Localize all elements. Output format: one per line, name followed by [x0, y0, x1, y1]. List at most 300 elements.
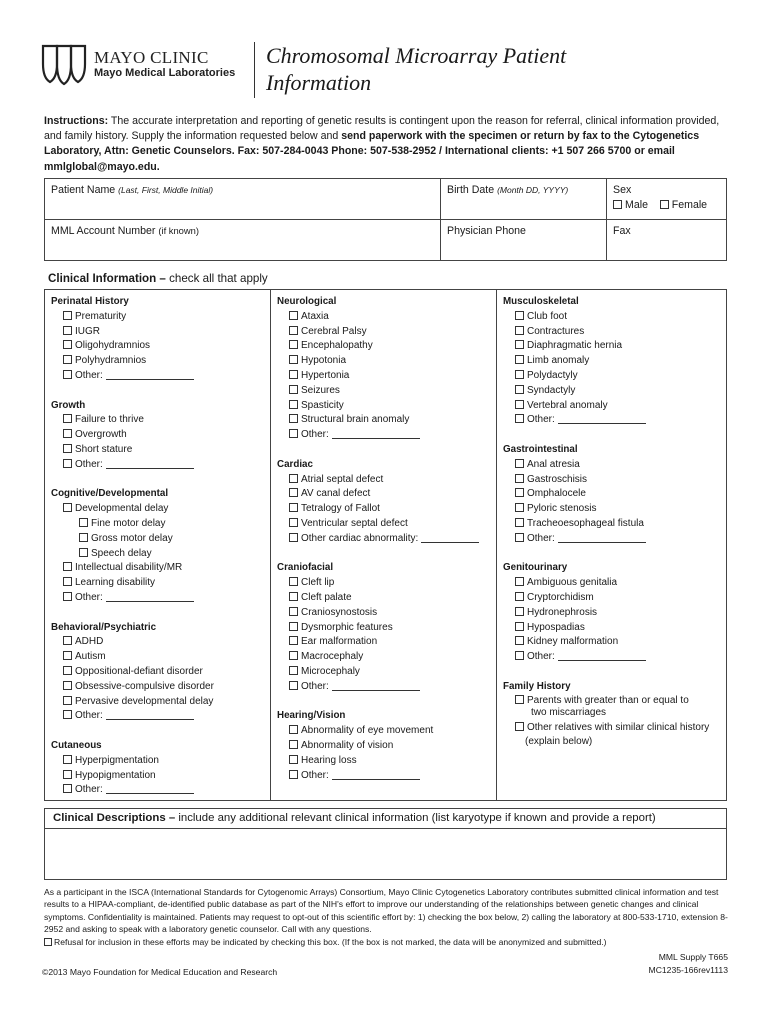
section-title: Gastrointestinal	[503, 443, 578, 455]
checkbox-label: Vertebral anomaly	[527, 399, 608, 411]
checkbox-item[interactable]	[277, 635, 490, 650]
other-item[interactable]	[503, 413, 720, 428]
checkbox-item[interactable]	[51, 443, 264, 458]
checkbox-label: Oppositional-defiant disorder	[75, 665, 203, 677]
other-label: Other:	[527, 414, 555, 426]
checkbox-item[interactable]	[51, 635, 264, 650]
checkbox-item[interactable]	[503, 635, 720, 650]
checkbox-item[interactable]	[51, 310, 264, 325]
header-divider	[254, 42, 255, 98]
clinical-column-1	[45, 290, 271, 800]
checkbox-item[interactable]	[503, 721, 720, 736]
other-blank-line[interactable]	[558, 414, 646, 424]
checkbox-label: Dysmorphic features	[301, 621, 393, 633]
patient-info-table	[44, 178, 727, 261]
patient-row-2	[45, 220, 726, 260]
checkbox-item[interactable]	[277, 724, 490, 739]
checkbox[interactable]	[289, 311, 298, 320]
checkbox[interactable]	[79, 518, 88, 527]
checkbox-item[interactable]	[51, 769, 264, 784]
checkbox[interactable]	[289, 533, 298, 542]
checkbox[interactable]	[289, 414, 298, 423]
other-label: Other:	[75, 369, 103, 381]
checkbox-label: Craniosynostosis	[301, 606, 378, 618]
checkbox-label: Encephalopathy	[301, 340, 373, 352]
checkbox[interactable]	[79, 533, 88, 542]
section-title: Hearing/Vision	[277, 710, 346, 722]
checkbox-item[interactable]	[277, 310, 490, 325]
other-blank-line[interactable]	[421, 533, 479, 543]
checkbox-item[interactable]	[51, 339, 264, 354]
checkbox[interactable]	[289, 770, 298, 779]
other-item[interactable]	[51, 369, 264, 384]
title-line-2: Information	[266, 70, 372, 95]
checkbox[interactable]	[515, 370, 524, 379]
checkbox[interactable]	[63, 710, 72, 719]
checkbox-label: Tracheoesophageal fistula	[527, 517, 644, 529]
section-title: Family History	[503, 680, 571, 692]
checkbox[interactable]	[63, 636, 72, 645]
fax-field[interactable]	[607, 220, 726, 260]
other-blank-line[interactable]	[106, 370, 194, 380]
checkbox-label: Abnormality of vision	[301, 739, 394, 751]
other-blank-line[interactable]	[106, 710, 194, 720]
checkbox-item[interactable]	[277, 473, 490, 488]
checkbox[interactable]	[63, 370, 72, 379]
checkbox-label: Overgrowth	[75, 429, 127, 441]
checkbox-item[interactable]	[51, 502, 264, 517]
checkbox-label-continued: two miscarriages	[531, 706, 607, 718]
checkbox-label: Ambiguous genitalia	[527, 577, 618, 589]
checkbox[interactable]	[515, 695, 524, 704]
checkbox-label: Hypospadias	[527, 621, 585, 633]
checkbox-label: Tetralogy of Fallot	[301, 503, 380, 515]
checkbox-item[interactable]	[277, 591, 490, 606]
section-title: Cognitive/Developmental	[51, 488, 169, 500]
mayo-shield-icon	[40, 42, 88, 86]
female-label: Female	[671, 199, 708, 211]
checkbox-label: Abnormality of eye movement	[301, 725, 434, 737]
checkbox-label: Developmental delay	[75, 503, 169, 515]
checkbox[interactable]	[515, 518, 524, 527]
instructions-bold-text: send paperwork with the specimen or return by fax to the Cytogenetics Laboratory, Attn: Genetic Counselors. Fax: 507-284-0043 Phone: 507-538-2952 / International clients: +1 507 266 5700 or email mmlglobal@mayo.edu.	[44, 130, 700, 173]
supply-code: MML Supply T665	[658, 952, 728, 962]
other-item[interactable]	[503, 532, 720, 547]
male-label: Male	[625, 199, 648, 211]
checkbox-item[interactable]	[277, 325, 490, 340]
clinical-column-3	[497, 290, 726, 800]
checkbox-item[interactable]	[277, 413, 490, 428]
checkbox-label: Hydronephrosis	[527, 606, 598, 618]
checkbox-label: Gross motor delay	[91, 532, 173, 544]
checkbox[interactable]	[289, 400, 298, 409]
title-line-1: Chromosomal Microarray Patient	[266, 43, 567, 68]
checkbox-item[interactable]	[503, 576, 720, 591]
isca-consent-text	[44, 886, 734, 948]
checkbox[interactable]	[515, 636, 524, 645]
checkbox[interactable]	[63, 666, 72, 675]
checkbox-label: Seizures	[301, 384, 340, 396]
checkbox-label: Ventricular septal defect	[301, 517, 408, 529]
checkbox-label: Hypertonia	[301, 369, 350, 381]
checkbox[interactable]	[515, 607, 524, 616]
checkbox[interactable]	[289, 385, 298, 394]
checkbox-item[interactable]	[51, 695, 264, 710]
checkbox[interactable]	[63, 459, 72, 468]
checkbox-item[interactable]	[277, 487, 490, 502]
sex-label: Sex	[613, 184, 632, 196]
other-item[interactable]	[51, 709, 264, 724]
checkbox-label: Hyperpigmentation	[75, 754, 159, 766]
birth-date-hint: (Month DD, YYYY)	[497, 185, 569, 195]
checkbox-label: Cerebral Palsy	[301, 325, 367, 337]
checkbox-label: Cleft palate	[301, 591, 352, 603]
section-title: Growth	[51, 399, 86, 411]
other-blank-line[interactable]	[558, 533, 646, 543]
checkbox-label: Ear malformation	[301, 636, 378, 648]
checkbox[interactable]	[515, 340, 524, 349]
checkbox-label: Other relatives with similar clinical history	[527, 721, 710, 733]
checkbox[interactable]	[515, 488, 524, 497]
checkbox-label: Polyhydramnios	[75, 355, 147, 367]
instructions-text: The accurate interpretation and reporting of genetic results is contingent upon the reason for referral, clinical information provided, and family history. Supply the information requested below and	[44, 115, 720, 143]
checkbox[interactable]	[289, 518, 298, 527]
other-label: Other:	[75, 710, 103, 722]
other-label: Other:	[527, 532, 555, 544]
checkbox[interactable]	[63, 429, 72, 438]
checkbox[interactable]	[63, 340, 72, 349]
other-item[interactable]	[277, 532, 490, 547]
birth-date-label: Birth Date	[447, 184, 495, 196]
account-number-field[interactable]	[45, 220, 441, 260]
logo-name: MAYO CLINIC	[94, 48, 209, 67]
checkbox[interactable]	[289, 577, 298, 586]
female-checkbox[interactable]	[660, 200, 669, 209]
checkbox[interactable]	[289, 488, 298, 497]
checkbox[interactable]	[63, 696, 72, 705]
checkbox-item[interactable]	[51, 413, 264, 428]
checkbox[interactable]	[63, 592, 72, 601]
checkbox[interactable]	[63, 326, 72, 335]
checkbox-item[interactable]	[503, 339, 720, 354]
form-code: MC1235-166rev1113	[648, 965, 728, 975]
explain-note: (explain below)	[525, 736, 593, 748]
checkbox-label: ADHD	[75, 636, 104, 648]
checkbox[interactable]	[515, 326, 524, 335]
checkbox-item[interactable]	[277, 502, 490, 517]
isca-paragraph: As a participant in the ISCA (International Standards for Cytogenomic Arrays) Consortium, Mayo Clinic Cytogenetics Laboratory contributes submitted clinical information and test results to a HIPAA-compliant, de-identified public database as part of the NIH's effort to improve our understanding of the relationships between genetic changes and clinical symptoms. Confidentiality is maintained. Patients may request to opt-out of this scientific effort by: 1) checking the box below, 2) calling the laboratory at 800-533-1710, extension 8-2952 and asking to speak with a laboratory genetic counselor. Call with any questions.	[44, 887, 728, 935]
account-number-label: MML Account Number	[51, 225, 156, 237]
checkbox[interactable]	[63, 444, 72, 453]
checkbox[interactable]	[515, 311, 524, 320]
other-label: Other:	[301, 680, 329, 692]
checkbox-label: Atrial septal defect	[301, 473, 384, 485]
checkbox-item[interactable]	[503, 621, 720, 636]
section-title: Craniofacial	[277, 562, 334, 574]
checkbox-item[interactable]	[51, 665, 264, 680]
checkbox[interactable]	[289, 681, 298, 690]
checkbox-item[interactable]	[51, 428, 264, 443]
checkbox[interactable]	[515, 651, 524, 660]
checkbox[interactable]	[515, 503, 524, 512]
checkbox-label: Hypotonia	[301, 355, 347, 367]
checkbox[interactable]	[515, 533, 524, 542]
checkbox[interactable]	[289, 474, 298, 483]
checkbox-label: Club foot	[527, 310, 568, 322]
instructions	[44, 114, 730, 175]
checkbox-label: Hearing loss	[301, 754, 357, 766]
checkbox[interactable]	[63, 503, 72, 512]
checkbox[interactable]	[289, 429, 298, 438]
account-number-hint: (if known)	[158, 225, 199, 236]
clinical-info-heading	[48, 272, 268, 285]
checkbox[interactable]	[63, 562, 72, 571]
sex-options	[613, 199, 720, 211]
other-item[interactable]	[51, 591, 264, 606]
checkbox-item[interactable]	[503, 458, 720, 473]
checkbox-item[interactable]	[51, 517, 264, 532]
document-title	[266, 42, 726, 96]
checkbox[interactable]	[63, 311, 72, 320]
checkbox[interactable]	[289, 370, 298, 379]
descriptions-heading-bold: Clinical Descriptions –	[53, 812, 176, 824]
checkbox-item[interactable]	[503, 502, 720, 517]
other-item[interactable]	[277, 428, 490, 443]
checkbox[interactable]	[289, 651, 298, 660]
checkbox-item[interactable]	[51, 650, 264, 665]
checkbox[interactable]	[63, 414, 72, 423]
checkbox[interactable]	[289, 622, 298, 631]
checkbox-item[interactable]	[503, 695, 720, 707]
clinical-descriptions-heading	[44, 808, 727, 828]
checkbox-item[interactable]	[51, 680, 264, 695]
checkbox-label: Short stature	[75, 443, 133, 455]
checkbox[interactable]	[515, 414, 524, 423]
other-blank-line[interactable]	[558, 651, 646, 661]
checkbox[interactable]	[289, 326, 298, 335]
other-blank-line[interactable]	[332, 681, 420, 691]
section-title: Genitourinary	[503, 562, 568, 574]
other-label: Other:	[301, 769, 329, 781]
birth-date-field[interactable]	[441, 179, 607, 219]
other-label: Other:	[75, 784, 103, 796]
checkbox[interactable]	[515, 459, 524, 468]
other-blank-line[interactable]	[106, 592, 194, 602]
checkbox[interactable]	[289, 755, 298, 764]
section-title: Musculoskeletal	[503, 296, 579, 307]
checkbox-label: Parents with greater than or equal to	[527, 694, 689, 706]
checkbox-label: Learning disability	[75, 577, 156, 589]
section-title: Behavioral/Psychiatric	[51, 621, 157, 633]
checkbox-label: Diaphragmatic hernia	[527, 340, 623, 352]
checkbox-item[interactable]	[503, 591, 720, 606]
checkbox-item[interactable]	[51, 576, 264, 591]
copyright: ©2013 Mayo Foundation for Medical Education and Research	[42, 967, 278, 977]
other-item[interactable]	[503, 650, 720, 665]
clinical-descriptions-textarea[interactable]	[44, 828, 727, 880]
checkbox[interactable]	[515, 592, 524, 601]
other-blank-line[interactable]	[332, 429, 420, 439]
checkbox-item[interactable]	[277, 517, 490, 532]
checkbox-item[interactable]	[503, 369, 720, 384]
checkbox[interactable]	[515, 577, 524, 586]
checkbox-label: Pyloric stenosis	[527, 503, 597, 515]
instructions-label: Instructions:	[44, 115, 109, 127]
other-blank-line[interactable]	[106, 784, 194, 794]
checkbox-label: AV canal defect	[301, 488, 371, 500]
section-title: Cutaneous	[51, 739, 102, 751]
checkbox-item[interactable]	[277, 754, 490, 769]
checkbox[interactable]	[515, 722, 524, 731]
checkbox-label: IUGR	[75, 325, 100, 337]
checkbox-item[interactable]	[503, 606, 720, 621]
checkbox-label: Gastroschisis	[527, 473, 588, 485]
checkbox[interactable]	[289, 355, 298, 364]
checkbox-item[interactable]	[51, 754, 264, 769]
checkbox-item[interactable]	[51, 354, 264, 369]
checkbox-item[interactable]	[51, 532, 264, 547]
checkbox-label: Cryptorchidism	[527, 591, 594, 603]
checkbox[interactable]	[63, 681, 72, 690]
other-item[interactable]	[51, 458, 264, 473]
checkbox-label: Speech delay	[91, 547, 152, 559]
refusal-checkbox[interactable]	[44, 938, 52, 946]
checkbox[interactable]	[515, 355, 524, 364]
checkbox[interactable]	[63, 577, 72, 586]
checkbox[interactable]	[79, 548, 88, 557]
other-blank-line[interactable]	[106, 459, 194, 469]
checkbox-item[interactable]	[503, 487, 720, 502]
patient-row-1	[45, 179, 726, 220]
checkbox[interactable]	[63, 784, 72, 793]
section-title: Perinatal History	[51, 296, 129, 307]
checkbox-label: Omphalocele	[527, 488, 586, 500]
mayo-clinic-logo	[40, 42, 250, 88]
checkbox-label: Cleft lip	[301, 577, 335, 589]
checkbox-item[interactable]	[277, 339, 490, 354]
checkbox[interactable]	[515, 385, 524, 394]
checkbox-item[interactable]	[277, 369, 490, 384]
clinical-heading-bold: Clinical Information –	[48, 272, 166, 285]
checkbox-item[interactable]	[277, 739, 490, 754]
section-title: Neurological	[277, 296, 337, 307]
checkbox-label: Ataxia	[301, 310, 329, 322]
checkbox-label: Microcephaly	[301, 665, 360, 677]
checkbox-item[interactable]	[277, 621, 490, 636]
checkbox-label: Pervasive developmental delay	[75, 695, 214, 707]
other-label: Other:	[75, 458, 103, 470]
refusal-text: Refusal for inclusion in these efforts may be indicated by checking this box. (If the box is not marked, the data will be anonymized and submitted.)	[54, 936, 607, 947]
checkbox-label: Prematurity	[75, 310, 127, 322]
clinical-info-table	[44, 289, 727, 801]
checkbox-label: Anal atresia	[527, 458, 580, 470]
checkbox-label: Kidney malformation	[527, 636, 619, 648]
physician-phone-field[interactable]	[441, 220, 607, 260]
other-item[interactable]	[277, 680, 490, 695]
checkbox-label: Failure to thrive	[75, 414, 144, 426]
checkbox-item[interactable]	[503, 354, 720, 369]
checkbox-item[interactable]	[51, 547, 264, 562]
male-checkbox[interactable]	[613, 200, 622, 209]
checkbox-item[interactable]	[503, 325, 720, 340]
checkbox-label: Polydactyly	[527, 369, 578, 381]
checkbox-label: Intellectual disability/MR	[75, 562, 183, 574]
checkbox-label: Contractures	[527, 325, 585, 337]
checkbox-label: Obsessive-compulsive disorder	[75, 680, 214, 692]
checkbox-item[interactable]	[277, 665, 490, 680]
checkbox[interactable]	[289, 503, 298, 512]
other-item[interactable]	[277, 769, 490, 784]
checkbox[interactable]	[289, 607, 298, 616]
checkbox-item[interactable]	[277, 399, 490, 414]
other-label: Other:	[527, 651, 555, 663]
checkbox[interactable]	[289, 636, 298, 645]
checkbox-item[interactable]	[277, 650, 490, 665]
other-label: Other:	[301, 429, 329, 441]
sex-field	[607, 179, 726, 219]
logo-subtitle: Mayo Medical Laboratories	[94, 67, 236, 79]
patient-name-label: Patient Name	[51, 184, 116, 196]
checkbox[interactable]	[63, 651, 72, 660]
other-label: Other:	[75, 591, 103, 603]
checkbox[interactable]	[289, 340, 298, 349]
checkbox-label: Autism	[75, 651, 106, 663]
clinical-heading-suffix: check all that apply	[165, 272, 268, 285]
fax-label: Fax	[613, 225, 631, 237]
checkbox-item[interactable]	[51, 325, 264, 340]
checkbox-label: Hypopigmentation	[75, 769, 156, 781]
checkbox-item[interactable]	[277, 384, 490, 399]
checkbox-label: Spasticity	[301, 399, 344, 411]
checkbox-label: Macrocephaly	[301, 651, 364, 663]
checkbox[interactable]	[515, 622, 524, 631]
checkbox-label: Oligohydramnios	[75, 340, 151, 352]
checkbox-item[interactable]	[277, 576, 490, 591]
checkbox-item[interactable]	[277, 354, 490, 369]
checkbox[interactable]	[63, 755, 72, 764]
physician-phone-label: Physician Phone	[447, 225, 526, 237]
checkbox[interactable]	[289, 592, 298, 601]
other-item[interactable]	[51, 783, 264, 798]
checkbox[interactable]	[289, 666, 298, 675]
section-title: Cardiac	[277, 458, 313, 470]
other-blank-line[interactable]	[332, 770, 420, 780]
checkbox[interactable]	[515, 474, 524, 483]
checkbox[interactable]	[515, 400, 524, 409]
checkbox-item[interactable]	[503, 399, 720, 414]
checkbox-label: Fine motor delay	[91, 517, 166, 529]
checkbox-item[interactable]	[503, 473, 720, 488]
checkbox-item[interactable]	[503, 517, 720, 532]
patient-name-hint: (Last, First, Middle Initial)	[118, 185, 214, 195]
patient-name-field[interactable]	[45, 179, 441, 219]
checkbox[interactable]	[289, 725, 298, 734]
checkbox[interactable]	[63, 770, 72, 779]
other-cardiac-label: Other cardiac abnormality:	[301, 532, 419, 544]
descriptions-heading-suffix: include any additional relevant clinical information (list karyotype if known and provide a report)	[175, 812, 656, 824]
checkbox-item[interactable]	[277, 606, 490, 621]
checkbox-item[interactable]	[503, 310, 720, 325]
checkbox[interactable]	[63, 355, 72, 364]
checkbox-item[interactable]	[51, 561, 264, 576]
page-header	[40, 38, 740, 102]
checkbox[interactable]	[289, 740, 298, 749]
checkbox-label: Limb anomaly	[527, 355, 590, 367]
checkbox-item[interactable]	[503, 384, 720, 399]
checkbox-label: Syndactyly	[527, 384, 576, 396]
checkbox-label: Structural brain anomaly	[301, 414, 410, 426]
clinical-column-2	[271, 290, 497, 800]
